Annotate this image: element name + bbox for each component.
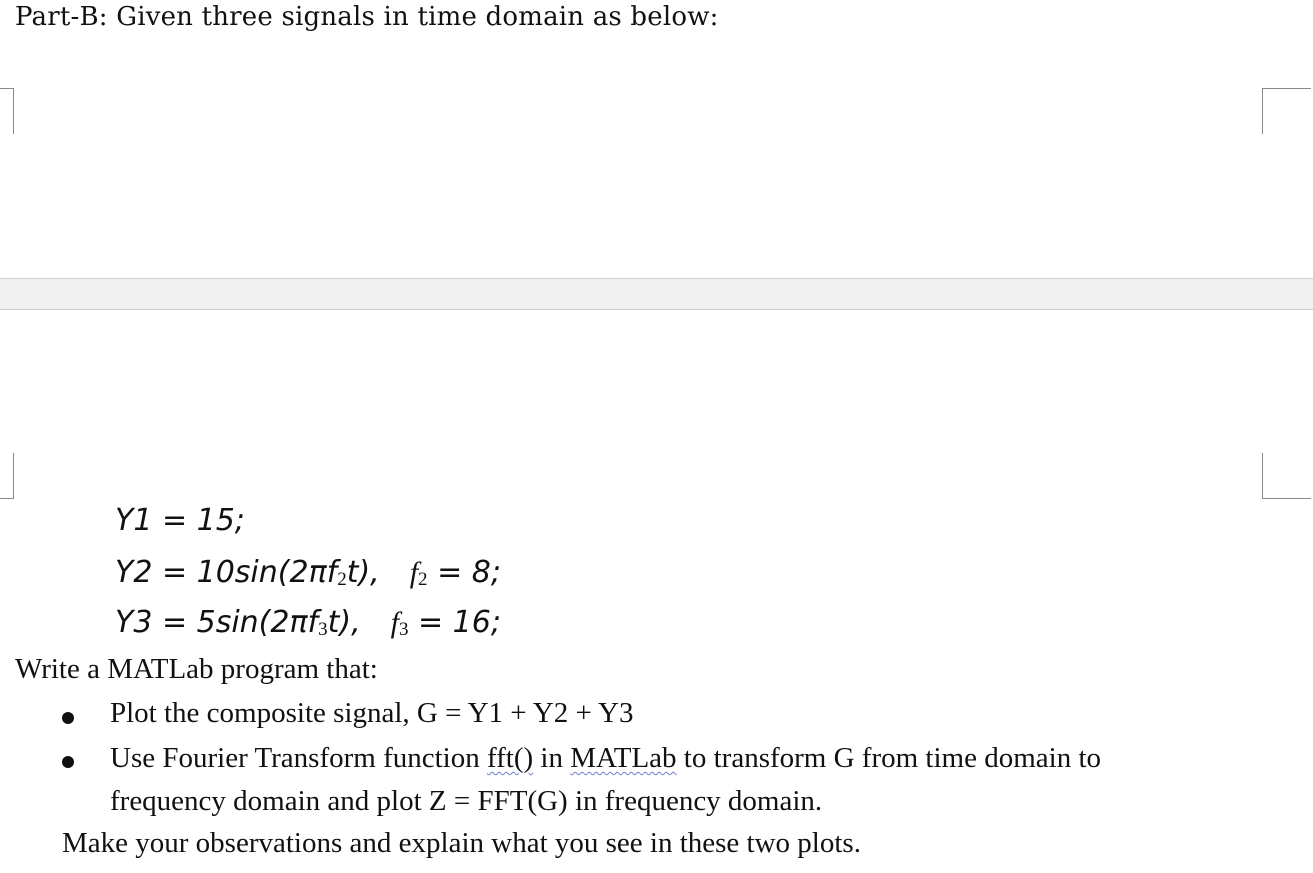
page-margin-corner-bottom-left [0, 453, 14, 499]
equation-y2 [115, 555, 501, 591]
equation-y1: Y1 = 15; [115, 503, 245, 538]
instruction-item-plot: Plot the composite signal, G = Y1 + Y2 + Y3 [110, 697, 634, 729]
equation-y2-tail: t), [346, 555, 380, 590]
instruction-item-fft [110, 742, 1101, 775]
equation-f3-subscript: 3 [398, 619, 409, 640]
equation-y3 [115, 605, 501, 641]
spellcheck-fft[interactable]: fft() [486, 742, 534, 774]
equation-y3-tail: t), [327, 605, 361, 640]
instructions-intro: Write a MATLab program that: [15, 653, 378, 685]
equation-f2-subscript: 2 [418, 569, 428, 590]
equation-y3-main: Y3 = 5sin(2πf [115, 605, 319, 640]
equation-y2-subscript: 2 [337, 569, 347, 590]
spellcheck-matlab[interactable]: MATLab [570, 742, 677, 774]
equation-y2-main: Y2 = 10sin(2πf [115, 555, 338, 590]
bullet-icon [62, 712, 74, 724]
instruction-item-fft-line2: frequency domain and plot Z = FFT(G) in frequency domain. [110, 785, 823, 817]
part-b-heading: Part-B: Given three signals in time domain as below: [15, 2, 719, 32]
equation-f3-var: f [390, 606, 399, 639]
equation-y3-subscript: 3 [318, 619, 328, 640]
instruction-item-fft-part1: Use Fourier Transform function [110, 742, 487, 774]
instructions-closing: Make your observations and explain what you see in these two plots. [62, 827, 861, 859]
page-margin-corner-bottom-right [1262, 453, 1311, 499]
page-break-gap [0, 278, 1313, 310]
bullet-icon [62, 756, 74, 768]
equation-f3-value: = 16; [408, 605, 501, 640]
page-margin-corner-top-right [1262, 88, 1311, 134]
instruction-item-fft-part2: in [533, 742, 571, 774]
equation-f2-value: = 8; [427, 555, 501, 590]
equation-f2-var: f [409, 556, 419, 589]
page-margin-corner-top-left [0, 88, 14, 134]
instruction-item-fft-part3: to transform G from time domain to [676, 742, 1101, 774]
